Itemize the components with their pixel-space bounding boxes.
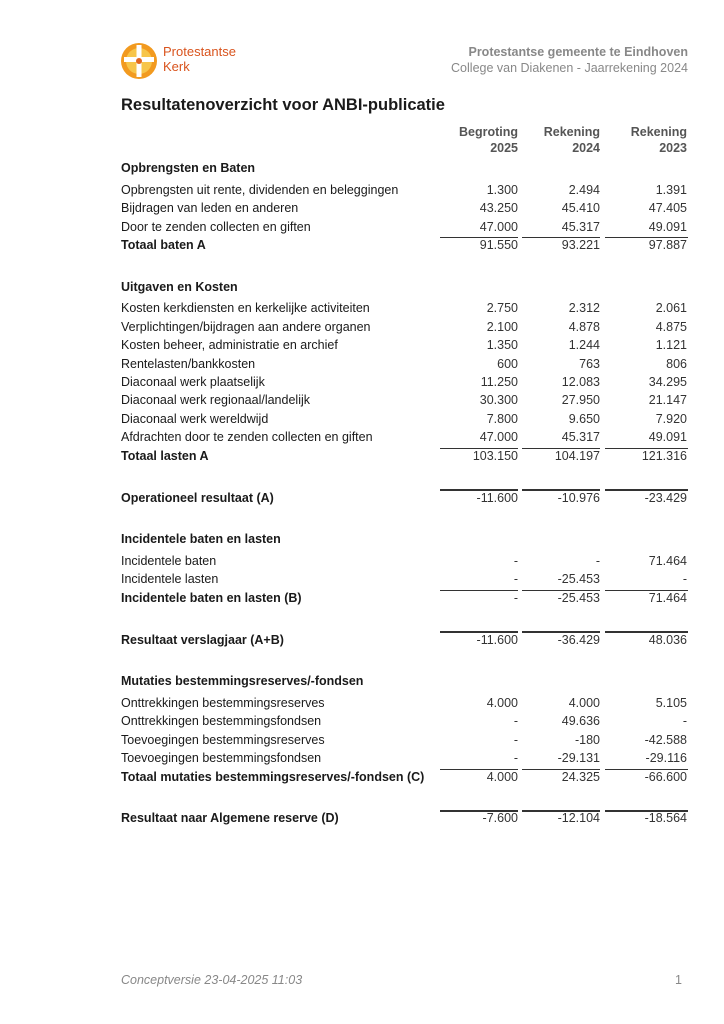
- cell-value: 103.150: [472, 449, 518, 463]
- cell-value: -: [513, 591, 518, 605]
- cell-value: 30.300: [479, 393, 518, 407]
- row-label: Operationeel resultaat (A): [121, 491, 274, 505]
- document-subtitle: College van Diakenen - Jaarrekening 2024: [451, 61, 688, 75]
- total-row: [121, 489, 688, 507]
- cell-value: 45.317: [561, 430, 600, 444]
- section-heading: [121, 278, 688, 296]
- cell-value: 34.295: [648, 375, 687, 389]
- cell-value: 93.221: [561, 238, 600, 252]
- cell-value: -10.976: [557, 491, 600, 505]
- cell-value: 4.000: [486, 696, 518, 710]
- cell-value: 21.147: [648, 393, 687, 407]
- cell-value: -: [682, 714, 687, 728]
- column-header-year: 2023: [659, 141, 687, 155]
- cell-value: -: [513, 751, 518, 765]
- cell-value: 5.105: [655, 696, 687, 710]
- row-label: Resultaat verslagjaar (A+B): [121, 633, 284, 647]
- page-title: Resultatenoverzicht voor ANBI-publicatie: [121, 96, 445, 114]
- cell-value: 91.550: [479, 238, 518, 252]
- table-row: [121, 391, 688, 409]
- cell-value: 71.464: [648, 554, 687, 568]
- cell-value: 45.410: [561, 201, 600, 215]
- table-row: [121, 318, 688, 336]
- subtotal-rule: [440, 769, 518, 770]
- column-header-year: 2025: [490, 141, 518, 155]
- table-row: [121, 199, 688, 217]
- cell-value: -25.453: [557, 572, 600, 586]
- column-header-year: 2024: [572, 141, 600, 155]
- column-header-line: Begroting: [458, 125, 518, 139]
- total-rule: [522, 489, 600, 491]
- total-row: [121, 236, 688, 254]
- section-heading: [121, 672, 688, 690]
- total-rule: [522, 631, 600, 633]
- cell-value: 763: [579, 357, 600, 371]
- cell-value: 4.875: [655, 320, 687, 334]
- row-label: Mutaties bestemmingsreserves/-fondsen: [121, 674, 364, 688]
- subtotal-rule: [440, 237, 518, 238]
- cell-value: 9.650: [568, 412, 600, 426]
- cell-value: 600: [497, 357, 518, 371]
- cell-value: 27.950: [561, 393, 600, 407]
- row-label: Rentelasten/bankkosten: [121, 357, 256, 371]
- cell-value: 11.250: [480, 375, 518, 389]
- column-header-budget-2025: [428, 124, 518, 156]
- subtotal-rule: [605, 448, 688, 449]
- table-row: [121, 749, 688, 767]
- subtotal-rule: [522, 769, 600, 770]
- subtotal-rule: [522, 448, 600, 449]
- column-header-actual-2024: [510, 124, 600, 156]
- row-label: Opbrengsten uit rente, dividenden en beleggingen: [121, 183, 399, 197]
- cell-value: 2.750: [486, 301, 518, 315]
- subtotal-rule: [605, 590, 688, 591]
- organization-name: Protestantse gemeente te Eindhoven: [468, 45, 688, 59]
- cell-value: -42.588: [644, 733, 687, 747]
- cell-value: -11.600: [476, 491, 518, 505]
- total-row: [121, 447, 688, 465]
- page-number: 1: [675, 973, 682, 987]
- row-label: Incidentele baten en lasten (B): [121, 591, 302, 605]
- cell-value: -11.600: [476, 633, 518, 647]
- cell-value: 2.061: [655, 301, 687, 315]
- cell-value: 1.121: [655, 338, 687, 352]
- cell-value: -36.429: [557, 633, 600, 647]
- row-label: Toevoegingen bestemmingsreserves: [121, 733, 325, 747]
- cell-value: 1.244: [568, 338, 600, 352]
- table-row: [121, 355, 688, 373]
- row-label: Uitgaven en Kosten: [121, 280, 238, 294]
- protestantse-kerk-logo: [120, 42, 260, 82]
- row-label: Kosten beheer, administratie en archief: [121, 338, 338, 352]
- row-label: Incidentele baten: [121, 554, 217, 568]
- table-row: [121, 428, 688, 446]
- row-label: Resultaat naar Algemene reserve (D): [121, 811, 339, 825]
- row-label: Onttrekkingen bestemmingsfondsen: [121, 714, 322, 728]
- cell-value: 24.325: [561, 770, 600, 784]
- table-row: [121, 694, 688, 712]
- column-header-line: Rekening: [630, 125, 687, 139]
- cell-value: 12.083: [561, 375, 600, 389]
- logo-line-1: Protestantse: [163, 44, 236, 59]
- total-rule: [522, 810, 600, 812]
- table-row: [121, 181, 688, 199]
- cell-value: 97.887: [648, 238, 687, 252]
- cell-value: 47.000: [479, 430, 518, 444]
- cell-value: 1.391: [655, 183, 687, 197]
- cell-value: -12.104: [557, 811, 600, 825]
- row-label: Verplichtingen/bijdragen aan andere organen: [121, 320, 371, 334]
- cell-value: -29.131: [557, 751, 600, 765]
- cell-value: -: [513, 714, 518, 728]
- column-header-actual-2023: [597, 124, 687, 156]
- cell-value: -7.600: [482, 811, 518, 825]
- logo-line-2: Kerk: [163, 59, 190, 74]
- row-label: Totaal baten A: [121, 238, 206, 252]
- row-label: Diaconaal werk wereldwijd: [121, 412, 269, 426]
- subtotal-rule: [522, 590, 600, 591]
- section-heading: [121, 159, 688, 177]
- row-label: Bijdragen van leden en anderen: [121, 201, 299, 215]
- cell-value: 4.878: [568, 320, 600, 334]
- subtotal-rule: [605, 769, 688, 770]
- row-label: Toevoegingen bestemmingsfondsen: [121, 751, 322, 765]
- row-label: Incidentele baten en lasten: [121, 532, 281, 546]
- subtotal-rule: [522, 237, 600, 238]
- cell-value: 43.250: [479, 201, 518, 215]
- cell-value: 1.300: [486, 183, 518, 197]
- section-heading: [121, 530, 688, 548]
- cell-value: 49.091: [648, 220, 687, 234]
- cell-value: 47.000: [479, 220, 518, 234]
- cell-value: -23.429: [644, 491, 687, 505]
- cell-value: -66.600: [644, 770, 687, 784]
- cell-value: 7.920: [655, 412, 687, 426]
- cell-value: -: [513, 554, 518, 568]
- cell-value: 104.197: [554, 449, 600, 463]
- cell-value: -180: [574, 733, 600, 747]
- cell-value: 49.091: [648, 430, 687, 444]
- total-row: [121, 809, 688, 827]
- total-rule: [440, 489, 518, 491]
- cell-value: 1.350: [486, 338, 518, 352]
- row-label: Opbrengsten en Baten: [121, 161, 256, 175]
- table-row: [121, 373, 688, 391]
- cell-value: -: [595, 554, 600, 568]
- row-label: Diaconaal werk regionaal/landelijk: [121, 393, 310, 407]
- subtotal-rule: [440, 448, 518, 449]
- table-row: [121, 410, 688, 428]
- table-row: [121, 570, 688, 588]
- cell-value: 4.000: [486, 770, 518, 784]
- cell-value: 806: [666, 357, 687, 371]
- table-row: [121, 299, 688, 317]
- total-rule: [440, 810, 518, 812]
- cell-value: -: [513, 572, 518, 586]
- table-row: [121, 552, 688, 570]
- cell-value: 71.464: [648, 591, 687, 605]
- subtotal-rule: [605, 237, 688, 238]
- cell-value: 49.636: [561, 714, 600, 728]
- cell-value: -: [513, 733, 518, 747]
- footer-version: Conceptversie 23-04-2025 11:03: [121, 973, 303, 987]
- total-row: [121, 768, 688, 786]
- cell-value: 47.405: [648, 201, 687, 215]
- cell-value: 2.312: [568, 301, 600, 315]
- cell-value: 48.036: [648, 633, 687, 647]
- column-header-line: Rekening: [543, 125, 600, 139]
- row-label: Door te zenden collecten en giften: [121, 220, 311, 234]
- table-row: [121, 712, 688, 730]
- cross-sun-icon: [120, 42, 158, 80]
- row-label: Afdrachten door te zenden collecten en giften: [121, 430, 373, 444]
- total-row: [121, 589, 688, 607]
- cell-value: 7.800: [486, 412, 518, 426]
- row-label: Incidentele lasten: [121, 572, 219, 586]
- logo-wordmark: [163, 44, 236, 74]
- row-label: Onttrekkingen bestemmingsreserves: [121, 696, 325, 710]
- document-header: [451, 44, 688, 76]
- row-label: Totaal lasten A: [121, 449, 209, 463]
- cell-value: 2.100: [486, 320, 518, 334]
- total-rule: [605, 631, 688, 633]
- cell-value: 4.000: [568, 696, 600, 710]
- row-label: Diaconaal werk plaatselijk: [121, 375, 265, 389]
- total-rule: [605, 810, 688, 812]
- cell-value: 45.317: [561, 220, 600, 234]
- total-rule: [605, 489, 688, 491]
- subtotal-rule: [440, 590, 518, 591]
- cell-value: -: [682, 572, 687, 586]
- cell-value: -25.453: [557, 591, 600, 605]
- cell-value: 121.316: [641, 449, 687, 463]
- cell-value: 2.494: [568, 183, 600, 197]
- row-label: Kosten kerkdiensten en kerkelijke activiteiten: [121, 301, 370, 315]
- cell-value: -29.116: [645, 751, 687, 765]
- table-row: [121, 218, 688, 236]
- cell-value: -18.564: [644, 811, 687, 825]
- table-row: [121, 731, 688, 749]
- total-rule: [440, 631, 518, 633]
- table-row: [121, 336, 688, 354]
- total-row: [121, 631, 688, 649]
- row-label: Totaal mutaties bestemmingsreserves/-fondsen (C): [121, 770, 425, 784]
